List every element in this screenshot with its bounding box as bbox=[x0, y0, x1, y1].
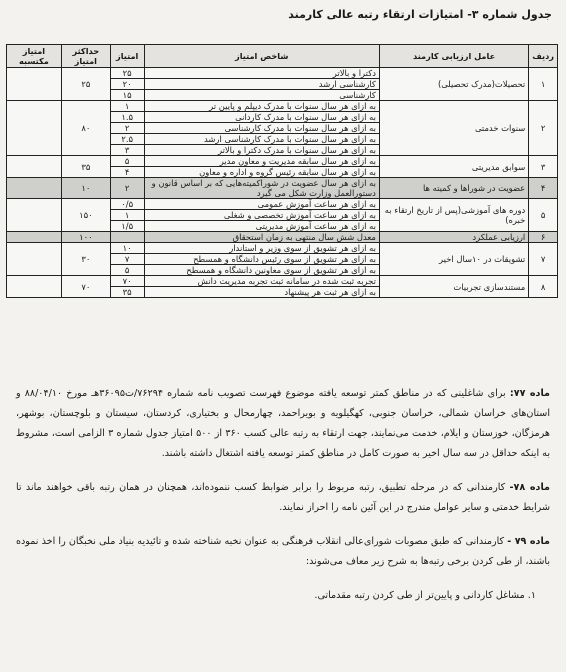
row-number: ۶ bbox=[529, 232, 558, 243]
indicator-cell: به ازای هر سال سنوات با مدرک کاردانی bbox=[144, 112, 379, 123]
factor-cell: تشویقات در ۱۰سال اخیر bbox=[379, 243, 528, 276]
acquired-score-cell bbox=[7, 232, 62, 243]
indicator-cell: کارشناسی ارشد bbox=[144, 79, 379, 90]
score-cell: ۳۵ bbox=[110, 287, 144, 298]
acquired-score-cell bbox=[7, 156, 62, 178]
score-cell: ۲.۵ bbox=[110, 134, 144, 145]
table-row bbox=[7, 156, 558, 167]
article-77 bbox=[16, 384, 550, 464]
row-number: ۲ bbox=[529, 101, 558, 156]
max-score-cell: ۳۰ bbox=[61, 243, 110, 276]
indicator-cell: به ازای هر سال عضویت در شوراکمیته‌هایی که بر اساس قانون و دستورالعمل وزارت شکل می گیرد bbox=[144, 178, 379, 199]
article-78-text: کارمندانی که در مرحله تطبیق، رتبه مربوط را برابر ضوابط کسب ننموده‌اند، همچنان در همان رتبه باقی خواهند ماند تا شرایط خدمتی و سایر عوامل مندرج در این آئین نامه را احراز نمایند. bbox=[16, 482, 550, 513]
table-row bbox=[7, 232, 558, 243]
score-cell: ۲۰ bbox=[110, 79, 144, 90]
factor-cell: عضویت در شوراها و کمیته ها bbox=[379, 178, 528, 199]
row-number: ۳ bbox=[529, 156, 558, 178]
articles-section bbox=[16, 384, 550, 620]
article-77-title: ماده ۷۷: bbox=[509, 388, 550, 399]
factor-cell: دوره های آموزشی(پس از تاریخ ارتقاء به خبره) bbox=[379, 199, 528, 232]
list-item: ۱. مشاغل کاردانی و پایین‌تر از طی کردن رتبه مقدماتی. bbox=[314, 590, 536, 601]
header-factor: عامل ارزیابی کارمند bbox=[379, 45, 528, 68]
article-79-title: ماده ۷۹ - bbox=[507, 536, 550, 547]
table-header-row bbox=[7, 45, 558, 68]
score-cell: ۰/۵ bbox=[110, 199, 144, 210]
factor-cell: سوابق مدیریتی bbox=[379, 156, 528, 178]
max-score-cell: ۲۵ bbox=[61, 68, 110, 101]
score-cell: ۱/۵ bbox=[110, 221, 144, 232]
indicator-cell: به ازای هر ساعت آموزش عمومی bbox=[144, 199, 379, 210]
row-number: ۴ bbox=[529, 178, 558, 199]
table-row bbox=[7, 101, 558, 112]
indicator-cell: به ازای هر سال سنوات با مدرک کارشناسی bbox=[144, 123, 379, 134]
acquired-score-cell bbox=[7, 178, 62, 199]
acquired-score-cell bbox=[7, 243, 62, 276]
article-79 bbox=[16, 532, 550, 572]
max-score-cell: ۱۰ bbox=[61, 178, 110, 199]
indicator-cell: تجربه ثبت شده در سامانه ثبت تجربه مدیریت دانش bbox=[144, 276, 379, 287]
score-table bbox=[6, 44, 558, 298]
score-cell: ۳ bbox=[110, 145, 144, 156]
score-cell: ۱۰ bbox=[110, 243, 144, 254]
article-77-text: برای شاغلینی که در مناطق کمتر توسعه یافته موضوع فهرست تصویب نامه شماره ۷۶۲۹۴/ت۳۶۰۹۵هـ مورخ ۸۸/۰۴/۱۰ و استان‌های خراسان شمالی، خراسان جنوبی، کهگیلویه و بویراحمد، چهارمحال و بختیاری، کردستان، سیستان و بلوچستان، بوشهر، هرمزگان، خوزستان و ایلام، خدمت می‌نمایند، جهت ارتقاء به رتبه عالی کسب ۳۶۰ از ۵۰۰ امتیاز جدول شماره ۳ الزامی است، مشروط به اینکه حداقل در سه سال اخیر به صورت کامل در مناطق کمتر توسعه یافته اشتغال داشته باشند. bbox=[16, 388, 550, 459]
header-score: امتیاز bbox=[110, 45, 144, 68]
score-cell bbox=[110, 232, 144, 243]
row-number: ۸ bbox=[529, 276, 558, 298]
score-cell: ۱.۵ bbox=[110, 112, 144, 123]
indicator-cell: به ازای هر سال سنوات با مدرک دیپلم و پایین تر bbox=[144, 101, 379, 112]
factor-cell: تحصیلات(مدرک تحصیلی) bbox=[379, 68, 528, 101]
factor-cell: سنوات خدمتی bbox=[379, 101, 528, 156]
score-cell: ۱۵ bbox=[110, 90, 144, 101]
row-number: ۵ bbox=[529, 199, 558, 232]
table-row bbox=[7, 276, 558, 287]
score-cell: ۱ bbox=[110, 210, 144, 221]
table-title: جدول شماره ۳- امتیازات ارتقاء رتبه عالی کارمند bbox=[288, 8, 552, 21]
max-score-cell: ۸۰ bbox=[61, 101, 110, 156]
indicator-cell: به ازای هر تشویق از سوی معاونین دانشگاه و همسطح bbox=[144, 265, 379, 276]
indicator-cell: به ازای هر سال سنوات با مدرک کارشناسی ارشد bbox=[144, 134, 379, 145]
score-cell: ۴ bbox=[110, 167, 144, 178]
indicator-cell: به ازای هر سال سابقه مدیریت و معاون مدیر bbox=[144, 156, 379, 167]
row-number: ۷ bbox=[529, 243, 558, 276]
max-score-cell: ۷۰ bbox=[61, 276, 110, 298]
indicator-cell: دکترا و بالاتر bbox=[144, 68, 379, 79]
row-number: ۱ bbox=[529, 68, 558, 101]
acquired-score-cell bbox=[7, 276, 62, 298]
factor-cell: ارزیابی عملکرد bbox=[379, 232, 528, 243]
indicator-cell: به ازای هر ساعت آموزش تخصصی و شغلی bbox=[144, 210, 379, 221]
max-score-cell: ۳۵ bbox=[61, 156, 110, 178]
max-score-cell: ۱۵۰ bbox=[61, 199, 110, 232]
acquired-score-cell bbox=[7, 101, 62, 156]
indicator-cell: به ازای هر سال سنوات با مدرک دکترا و بالاتر bbox=[144, 145, 379, 156]
acquired-score-cell bbox=[7, 68, 62, 101]
acquired-score-cell bbox=[7, 199, 62, 232]
indicator-cell: کارشناسی bbox=[144, 90, 379, 101]
table-row bbox=[7, 68, 558, 79]
article-79-text: کارمندانی که طبق مصوبات شورای‌عالی انقلاب فرهنگی به عنوان نخبه شناخته شده و تائیدیه بنیاد ملی نخبگان را اخذ نموده باشند، از طی کردن برخی رتبه‌ها به شرح زیر معاف می‌شوند: bbox=[16, 536, 550, 567]
indicator-cell: به ازای هر تشویق از سوی وزیر و استاندار bbox=[144, 243, 379, 254]
indicator-cell: به ازای هر تشویق از سوی رئیس دانشگاه و همسطح bbox=[144, 254, 379, 265]
indicator-cell: به ازای هر ثبت هر پیشنهاد bbox=[144, 287, 379, 298]
table-row bbox=[7, 243, 558, 254]
factor-cell: مستندسازی تجربیات bbox=[379, 276, 528, 298]
header-row-number: ردیف bbox=[529, 45, 558, 68]
article-78-title: ماده ۷۸- bbox=[509, 482, 550, 493]
header-acquired-score: امتیاز مکتسبه bbox=[7, 45, 62, 68]
table-row bbox=[7, 199, 558, 210]
table-row bbox=[7, 178, 558, 199]
indicator-cell: معدل شش سال منتهی به زمان استحقاق bbox=[144, 232, 379, 243]
indicator-cell: به ازای هر سال سابقه رئیس گروه و اداره و معاون bbox=[144, 167, 379, 178]
score-cell: ۲ bbox=[110, 178, 144, 199]
score-cell: ۵ bbox=[110, 265, 144, 276]
score-cell: ۱ bbox=[110, 101, 144, 112]
header-max-score: حداکثر امتیاز bbox=[61, 45, 110, 68]
score-cell: ۲ bbox=[110, 123, 144, 134]
score-cell: ۷۰ bbox=[110, 276, 144, 287]
score-cell: ۲۵ bbox=[110, 68, 144, 79]
max-score-cell: ۱۰۰ bbox=[61, 232, 110, 243]
header-indicator: شاخص امتیاز bbox=[144, 45, 379, 68]
article-78 bbox=[16, 478, 550, 518]
score-cell: ۵ bbox=[110, 156, 144, 167]
score-cell: ۷ bbox=[110, 254, 144, 265]
indicator-cell: به ازای هر ساعت آموزش مدیریتی bbox=[144, 221, 379, 232]
